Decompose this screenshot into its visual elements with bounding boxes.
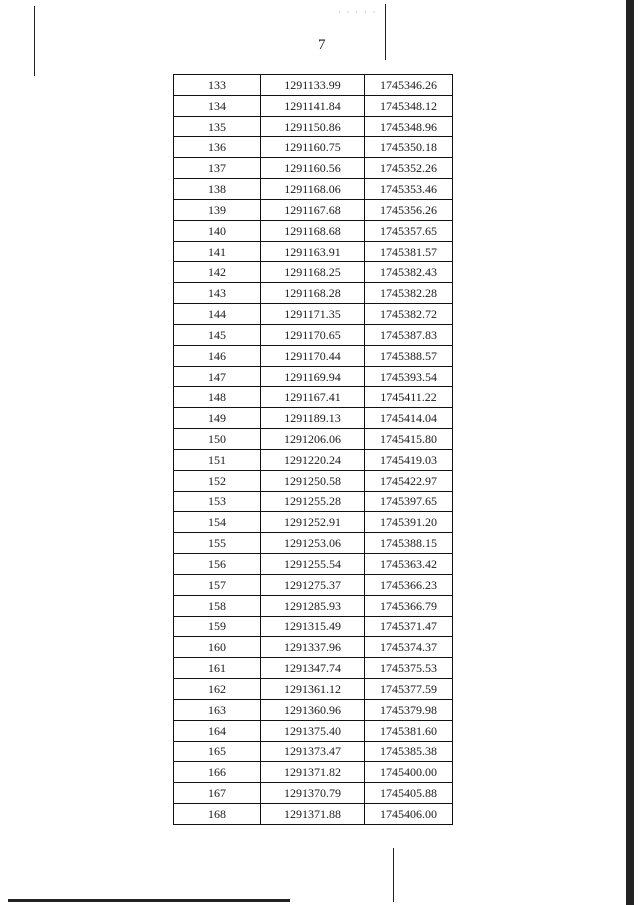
y-coordinate-cell: 1745397.65: [365, 491, 453, 512]
table-row: [174, 512, 453, 533]
y-coordinate-cell: 1745350.18: [365, 137, 453, 158]
y-coordinate-cell: 1745382.28: [365, 283, 453, 304]
x-coordinate-cell: 1291167.68: [261, 199, 365, 220]
y-coordinate-cell: 1745414.04: [365, 408, 453, 429]
scan-artifact-footer-rule: [8, 899, 290, 902]
point-number-cell: 139: [174, 199, 261, 220]
y-coordinate-cell: 1745388.15: [365, 533, 453, 554]
point-number-cell: 160: [174, 637, 261, 658]
x-coordinate-cell: 1291347.74: [261, 658, 365, 679]
x-coordinate-cell: 1291252.91: [261, 512, 365, 533]
y-coordinate-cell: 1745379.98: [365, 699, 453, 720]
x-coordinate-cell: 1291275.37: [261, 574, 365, 595]
x-coordinate-cell: 1291169.94: [261, 366, 365, 387]
x-coordinate-cell: 1291255.54: [261, 554, 365, 575]
page-number: 7: [318, 37, 326, 53]
table-row: [174, 387, 453, 408]
point-number-cell: 163: [174, 699, 261, 720]
table-row: [174, 491, 453, 512]
table-row: [174, 116, 453, 137]
x-coordinate-cell: 1291168.28: [261, 283, 365, 304]
y-coordinate-cell: 1745363.42: [365, 554, 453, 575]
table-row: [174, 324, 453, 345]
table-row: [174, 783, 453, 804]
scan-artifact-bottom-rule: [393, 848, 394, 902]
y-coordinate-cell: 1745391.20: [365, 512, 453, 533]
point-number-cell: 162: [174, 679, 261, 700]
x-coordinate-cell: 1291168.25: [261, 262, 365, 283]
point-number-cell: 148: [174, 387, 261, 408]
x-coordinate-cell: 1291141.84: [261, 95, 365, 116]
y-coordinate-cell: 1745382.43: [365, 262, 453, 283]
point-number-cell: 137: [174, 158, 261, 179]
table-row: [174, 366, 453, 387]
x-coordinate-cell: 1291373.47: [261, 741, 365, 762]
x-coordinate-cell: 1291163.91: [261, 241, 365, 262]
table-row: [174, 304, 453, 325]
table-row: [174, 470, 453, 491]
x-coordinate-cell: 1291371.82: [261, 762, 365, 783]
table-row: [174, 283, 453, 304]
point-number-cell: 149: [174, 408, 261, 429]
table-row: [174, 137, 453, 158]
point-number-cell: 168: [174, 803, 261, 824]
point-number-cell: 141: [174, 241, 261, 262]
x-coordinate-cell: 1291371.88: [261, 803, 365, 824]
table-row: [174, 803, 453, 824]
table-row: [174, 762, 453, 783]
x-coordinate-cell: 1291337.96: [261, 637, 365, 658]
scan-artifact-right-edge: [626, 0, 634, 905]
x-coordinate-cell: 1291206.06: [261, 429, 365, 450]
x-coordinate-cell: 1291253.06: [261, 533, 365, 554]
table-row: [174, 741, 453, 762]
x-coordinate-cell: 1291375.40: [261, 720, 365, 741]
y-coordinate-cell: 1745356.26: [365, 199, 453, 220]
x-coordinate-cell: 1291220.24: [261, 449, 365, 470]
x-coordinate-cell: 1291160.56: [261, 158, 365, 179]
x-coordinate-cell: 1291189.13: [261, 408, 365, 429]
table-row: [174, 616, 453, 637]
point-number-cell: 153: [174, 491, 261, 512]
table-row: [174, 220, 453, 241]
table-row: [174, 158, 453, 179]
point-number-cell: 144: [174, 304, 261, 325]
y-coordinate-cell: 1745387.83: [365, 324, 453, 345]
point-number-cell: 166: [174, 762, 261, 783]
table-row: [174, 637, 453, 658]
x-coordinate-cell: 1291160.75: [261, 137, 365, 158]
point-number-cell: 159: [174, 616, 261, 637]
table-row: [174, 554, 453, 575]
y-coordinate-cell: 1745406.00: [365, 803, 453, 824]
y-coordinate-cell: 1745393.54: [365, 366, 453, 387]
x-coordinate-cell: 1291133.99: [261, 75, 365, 96]
point-number-cell: 135: [174, 116, 261, 137]
x-coordinate-cell: 1291360.96: [261, 699, 365, 720]
point-number-cell: 147: [174, 366, 261, 387]
x-coordinate-cell: 1291170.44: [261, 345, 365, 366]
x-coordinate-cell: 1291167.41: [261, 387, 365, 408]
point-number-cell: 142: [174, 262, 261, 283]
y-coordinate-cell: 1745382.72: [365, 304, 453, 325]
y-coordinate-cell: 1745348.96: [365, 116, 453, 137]
point-number-cell: 140: [174, 220, 261, 241]
y-coordinate-cell: 1745366.79: [365, 595, 453, 616]
table-row: [174, 533, 453, 554]
point-number-cell: 161: [174, 658, 261, 679]
point-number-cell: 152: [174, 470, 261, 491]
point-number-cell: 164: [174, 720, 261, 741]
table-row: [174, 429, 453, 450]
point-number-cell: 146: [174, 345, 261, 366]
point-number-cell: 145: [174, 324, 261, 345]
table-row: [174, 679, 453, 700]
x-coordinate-cell: 1291168.68: [261, 220, 365, 241]
y-coordinate-cell: 1745357.65: [365, 220, 453, 241]
y-coordinate-cell: 1745377.59: [365, 679, 453, 700]
scan-artifact-dots: · · · · ·: [338, 8, 378, 17]
x-coordinate-cell: 1291171.35: [261, 304, 365, 325]
x-coordinate-cell: 1291170.65: [261, 324, 365, 345]
coordinate-table: [173, 74, 453, 825]
point-number-cell: 157: [174, 574, 261, 595]
table-row: [174, 345, 453, 366]
table-row: [174, 75, 453, 96]
y-coordinate-cell: 1745422.97: [365, 470, 453, 491]
y-coordinate-cell: 1745366.23: [365, 574, 453, 595]
y-coordinate-cell: 1745352.26: [365, 158, 453, 179]
y-coordinate-cell: 1745346.26: [365, 75, 453, 96]
table-row: [174, 408, 453, 429]
table-row: [174, 699, 453, 720]
scan-artifact-left-edge: [34, 6, 35, 76]
y-coordinate-cell: 1745388.57: [365, 345, 453, 366]
point-number-cell: 167: [174, 783, 261, 804]
table-row: [174, 574, 453, 595]
table-row: [174, 262, 453, 283]
coordinate-table-body: [174, 75, 453, 825]
point-number-cell: 158: [174, 595, 261, 616]
point-number-cell: 136: [174, 137, 261, 158]
y-coordinate-cell: 1745405.88: [365, 783, 453, 804]
point-number-cell: 156: [174, 554, 261, 575]
table-row: [174, 179, 453, 200]
point-number-cell: 143: [174, 283, 261, 304]
point-number-cell: 134: [174, 95, 261, 116]
y-coordinate-cell: 1745348.12: [365, 95, 453, 116]
point-number-cell: 150: [174, 429, 261, 450]
point-number-cell: 154: [174, 512, 261, 533]
x-coordinate-cell: 1291285.93: [261, 595, 365, 616]
x-coordinate-cell: 1291255.28: [261, 491, 365, 512]
table-row: [174, 95, 453, 116]
y-coordinate-cell: 1745419.03: [365, 449, 453, 470]
x-coordinate-cell: 1291315.49: [261, 616, 365, 637]
y-coordinate-cell: 1745371.47: [365, 616, 453, 637]
point-number-cell: 155: [174, 533, 261, 554]
y-coordinate-cell: 1745381.60: [365, 720, 453, 741]
y-coordinate-cell: 1745381.57: [365, 241, 453, 262]
y-coordinate-cell: 1745385.38: [365, 741, 453, 762]
y-coordinate-cell: 1745353.46: [365, 179, 453, 200]
x-coordinate-cell: 1291361.12: [261, 679, 365, 700]
y-coordinate-cell: 1745411.22: [365, 387, 453, 408]
y-coordinate-cell: 1745400.00: [365, 762, 453, 783]
point-number-cell: 165: [174, 741, 261, 762]
y-coordinate-cell: 1745374.37: [365, 637, 453, 658]
table-row: [174, 199, 453, 220]
x-coordinate-cell: 1291168.06: [261, 179, 365, 200]
y-coordinate-cell: 1745415.80: [365, 429, 453, 450]
table-row: [174, 241, 453, 262]
point-number-cell: 138: [174, 179, 261, 200]
x-coordinate-cell: 1291370.79: [261, 783, 365, 804]
point-number-cell: 151: [174, 449, 261, 470]
table-row: [174, 658, 453, 679]
y-coordinate-cell: 1745375.53: [365, 658, 453, 679]
scan-artifact-top-rule: [385, 4, 386, 60]
point-number-cell: 133: [174, 75, 261, 96]
x-coordinate-cell: 1291150.86: [261, 116, 365, 137]
table-row: [174, 595, 453, 616]
table-row: [174, 449, 453, 470]
table-row: [174, 720, 453, 741]
x-coordinate-cell: 1291250.58: [261, 470, 365, 491]
